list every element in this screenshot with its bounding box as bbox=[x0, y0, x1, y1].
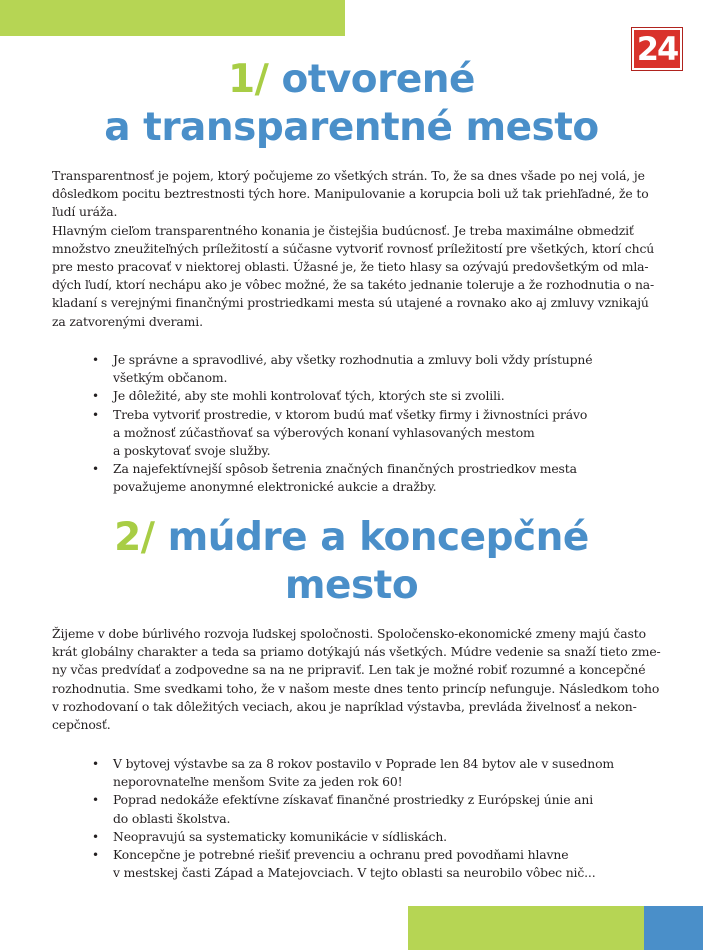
section1-heading bbox=[0, 56, 703, 152]
paragraph-line: Žijeme v dobe búrlivého rozvoja ľudskej spoločnosti. Spoločensko-ekonomické zmeny majú často bbox=[52, 626, 646, 641]
section1-paragraph bbox=[52, 167, 655, 331]
paragraph-line: kladaní s verejnými finančnými prostriedkami mesta sú utajené a rovnako ako aj zmluvy vznikajú bbox=[52, 295, 649, 311]
section2-bullet-list bbox=[92, 755, 632, 882]
bullet-icon: • bbox=[92, 407, 99, 422]
paragraph-line: za zatvorenými dverami. bbox=[52, 313, 203, 329]
paragraph-line: ľudí uráža. bbox=[52, 204, 118, 220]
bullet-line: v mestskej časti Západ a Matejovciach. V tejto oblasti sa neurobilo vôbec nič... bbox=[113, 865, 596, 881]
bottom-blue-bar bbox=[644, 906, 703, 950]
section2-paragraph bbox=[52, 625, 661, 734]
bullet-line: Je dôležité, aby ste mohli kontrolovať tých, ktorých ste si zvolili. bbox=[113, 388, 505, 404]
paragraph-line: rozhodnutia. Sme svedkami toho, že v našom meste dnes tento princíp nefunguje. Následkom toho bbox=[52, 680, 660, 696]
bullet-line: Neopravujú sa systematicky komunikácie v sídliskách. bbox=[113, 828, 447, 844]
paragraph-line: v rozhodovaní o tak dôležitých veciach, akou je napríklad výstavba, prevláda živelnosť a nekon- bbox=[52, 698, 637, 714]
section2-number: 2/ bbox=[114, 515, 155, 560]
bullet-line: neporovnateľne menšom Svite za jeden rok 60! bbox=[113, 774, 403, 790]
list-item bbox=[92, 755, 632, 791]
bullet-line: Treba vytvoriť prostredie, v ktorom budú mať všetky firmy i živnostníci právo bbox=[113, 406, 588, 422]
bullet-icon: • bbox=[92, 757, 99, 771]
section2-heading bbox=[0, 514, 703, 610]
bottom-green-bar bbox=[408, 906, 644, 950]
bullet-line: všetkým občanom. bbox=[113, 370, 228, 386]
paragraph-line: krát globálny charakter a teda sa priamo dotýkajú nás všetkých. Múdre vedenie sa snaží tieto zme- bbox=[52, 644, 661, 660]
bullet-icon: • bbox=[92, 793, 99, 808]
bullet-line: a možnosť zúčastňovať sa výberových konaní vyhlasovaných mestom bbox=[113, 424, 535, 440]
list-item bbox=[92, 406, 632, 461]
top-accent-bar bbox=[0, 0, 345, 36]
section1-title-line1: otvorené bbox=[281, 57, 476, 102]
list-item bbox=[92, 387, 632, 405]
bullet-icon: • bbox=[92, 389, 99, 404]
section1-number: 1/ bbox=[227, 57, 269, 102]
list-item bbox=[92, 791, 632, 827]
bullet-line: V bytovej výstavbe sa za 8 rokov postavilo v Poprade len 84 bytov ale v susednom bbox=[113, 756, 615, 771]
paragraph-line: ny včas predvídať a zodpovedne sa na ne pripraviť. Len tak je možné robiť rozumné a koncepčné bbox=[52, 662, 646, 678]
section1-title-line2: a transparentné mesto bbox=[104, 105, 599, 150]
bullet-line: Je správne a spravodlivé, aby všetky rozhodnutia a zmluvy boli vždy prístupné bbox=[113, 352, 593, 367]
bullet-icon: • bbox=[92, 848, 99, 863]
list-item bbox=[92, 460, 632, 496]
list-item bbox=[92, 828, 632, 846]
paragraph-line: dých ľudí, ktorí nechápu ako je vôbec možné, že sa takéto jednanie toleruje a že rozhodnutia o na- bbox=[52, 277, 655, 293]
bullet-line: Koncepčne je potrebné riešiť prevenciu a ochranu pred povodňami hlavne bbox=[113, 847, 569, 863]
logo-24: 24 bbox=[631, 27, 683, 71]
bullet-icon: • bbox=[92, 353, 99, 367]
bullet-line: považujeme anonymné elektronické aukcie a dražby. bbox=[113, 479, 437, 495]
list-item bbox=[92, 351, 632, 387]
paragraph-line: množstvo zneužiteľných príležitostí a súčasne vytvoriť rovnosť príležitostí pre všetkých, ktorí chcú bbox=[52, 240, 655, 256]
section2-title-line2: mesto bbox=[284, 563, 419, 608]
section2-title-line1: múdre a koncepčné bbox=[167, 515, 589, 560]
bullet-line: do oblasti školstva. bbox=[113, 810, 231, 826]
bullet-line: Za najefektívnejší spôsob šetrenia značných finančných prostriedkov mesta bbox=[113, 461, 577, 477]
bullet-icon: • bbox=[92, 829, 99, 844]
bullet-icon: • bbox=[92, 462, 99, 477]
list-item bbox=[92, 846, 632, 882]
paragraph-line: Hlavným cieľom transparentného konania je čistejšia budúcnosť. Je treba maximálne obmedziť bbox=[52, 222, 634, 238]
paragraph-line: pre mesto pracovať v niektorej oblasti. Úžasné je, že tieto hlasy sa ozývajú predovšetkým od mla- bbox=[52, 259, 649, 275]
section1-bullet-list bbox=[92, 351, 632, 497]
paragraph-line: Transparentnosť je pojem, ktorý počujeme zo všetkých strán. To, že sa dnes všade po nej volá, je bbox=[52, 168, 645, 183]
bullet-line: Poprad nedokáže efektívne získavať finančné prostriedky z Európskej únie ani bbox=[113, 792, 594, 808]
paragraph-line: cepčnosť. bbox=[52, 717, 111, 733]
bullet-line: a poskytovať svoje služby. bbox=[113, 443, 271, 459]
paragraph-line: dôsledkom pocitu beztrestnosti tých hore. Manipulovanie a korupcia boli už tak priehľadné, že to bbox=[52, 186, 649, 202]
